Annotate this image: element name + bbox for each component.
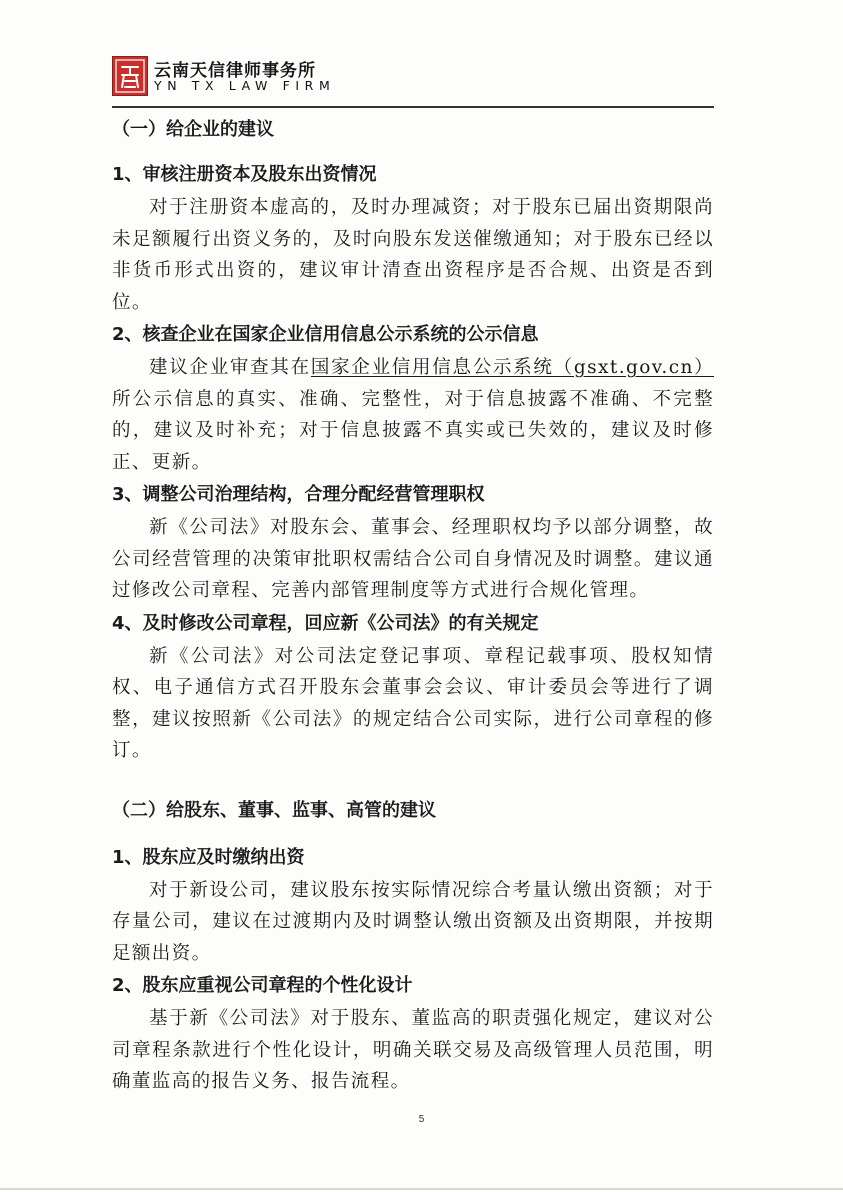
page-number: 5 xyxy=(418,1114,425,1125)
item-body-prefix: 建议企业审查其在 xyxy=(149,357,311,378)
header-divider xyxy=(112,106,714,108)
item-heading: 2、核查企业在国家企业信用信息公示系统的公示信息 xyxy=(112,324,539,345)
firm-name-english: YN TX LAW FIRM xyxy=(154,78,336,93)
section-title-shareholders: （二）给股东、董事、监事、高管的建议 xyxy=(112,799,436,821)
letterhead xyxy=(112,52,712,100)
item-heading: 4、及时修改公司章程，回应新《公司法》的有关规定 xyxy=(112,612,539,634)
item-body: 对于注册资本虚高的，及时办理减资；对于股东已届出资期限尚未足额履行出资义务的，及时向股东发送催缴通知；对于股东已经以非货币形式出资的，建议审计清查出资程序是否合规、出资是否到位。 xyxy=(112,197,714,313)
scan-edge xyxy=(0,1188,843,1190)
document-body xyxy=(112,112,714,1098)
item-heading: 1、审核注册资本及股东出资情况 xyxy=(112,164,377,185)
item-heading: 3、调整公司治理结构，合理分配经营管理职权 xyxy=(112,484,485,505)
item-heading: 1、股东应及时缴纳出资 xyxy=(112,846,305,868)
item-body: 对于新设公司，建议股东按实际情况综合考量认缴出资额；对于存量公司，建议在过渡期内及时调整认缴出资额及出资期限，并按期足额出资。 xyxy=(112,879,714,964)
item-body: 新《公司法》对公司法定登记事项、章程记载事项、股权知情权、电子通信方式召开股东会董事会会议、审计委员会等进行了调整，建议按照新《公司法》的规定结合公司实际，进行公司章程的修订。 xyxy=(112,645,714,761)
section-title-enterprise: （一）给企业的建议 xyxy=(112,119,274,140)
firm-name-chinese: 云南天信律师事务所 xyxy=(154,61,316,81)
gsxt-link[interactable]: 国家企业信用信息公示系统（gsxt.gov.cn） xyxy=(310,357,715,378)
seal-glyph-icon xyxy=(113,57,147,95)
item-body-suffix: 所公示信息的真实、准确、完整性，对于信息披露不准确、不完整的，建议及时补充；对于信息披露不真实或已失效的，建议及时修正、更新。 xyxy=(112,388,714,473)
item-body: 基于新《公司法》对于股东、董监高的职责强化规定，建议对公司章程条款进行个性化设计，明确关联交易及高级管理人员范围，明确董监高的报告义务、报告流程。 xyxy=(112,1008,714,1092)
firm-seal-logo xyxy=(112,56,148,96)
item-body: 新《公司法》对股东会、董事会、经理职权均予以部分调整，故公司经营管理的决策审批职权需结合公司自身情况及时调整。建议通过修改公司章程、完善内部管理制度等方式进行合规化管理。 xyxy=(112,517,714,601)
item-heading: 2、股东应重视公司章程的个性化设计 xyxy=(112,975,413,996)
item-body xyxy=(112,352,714,478)
